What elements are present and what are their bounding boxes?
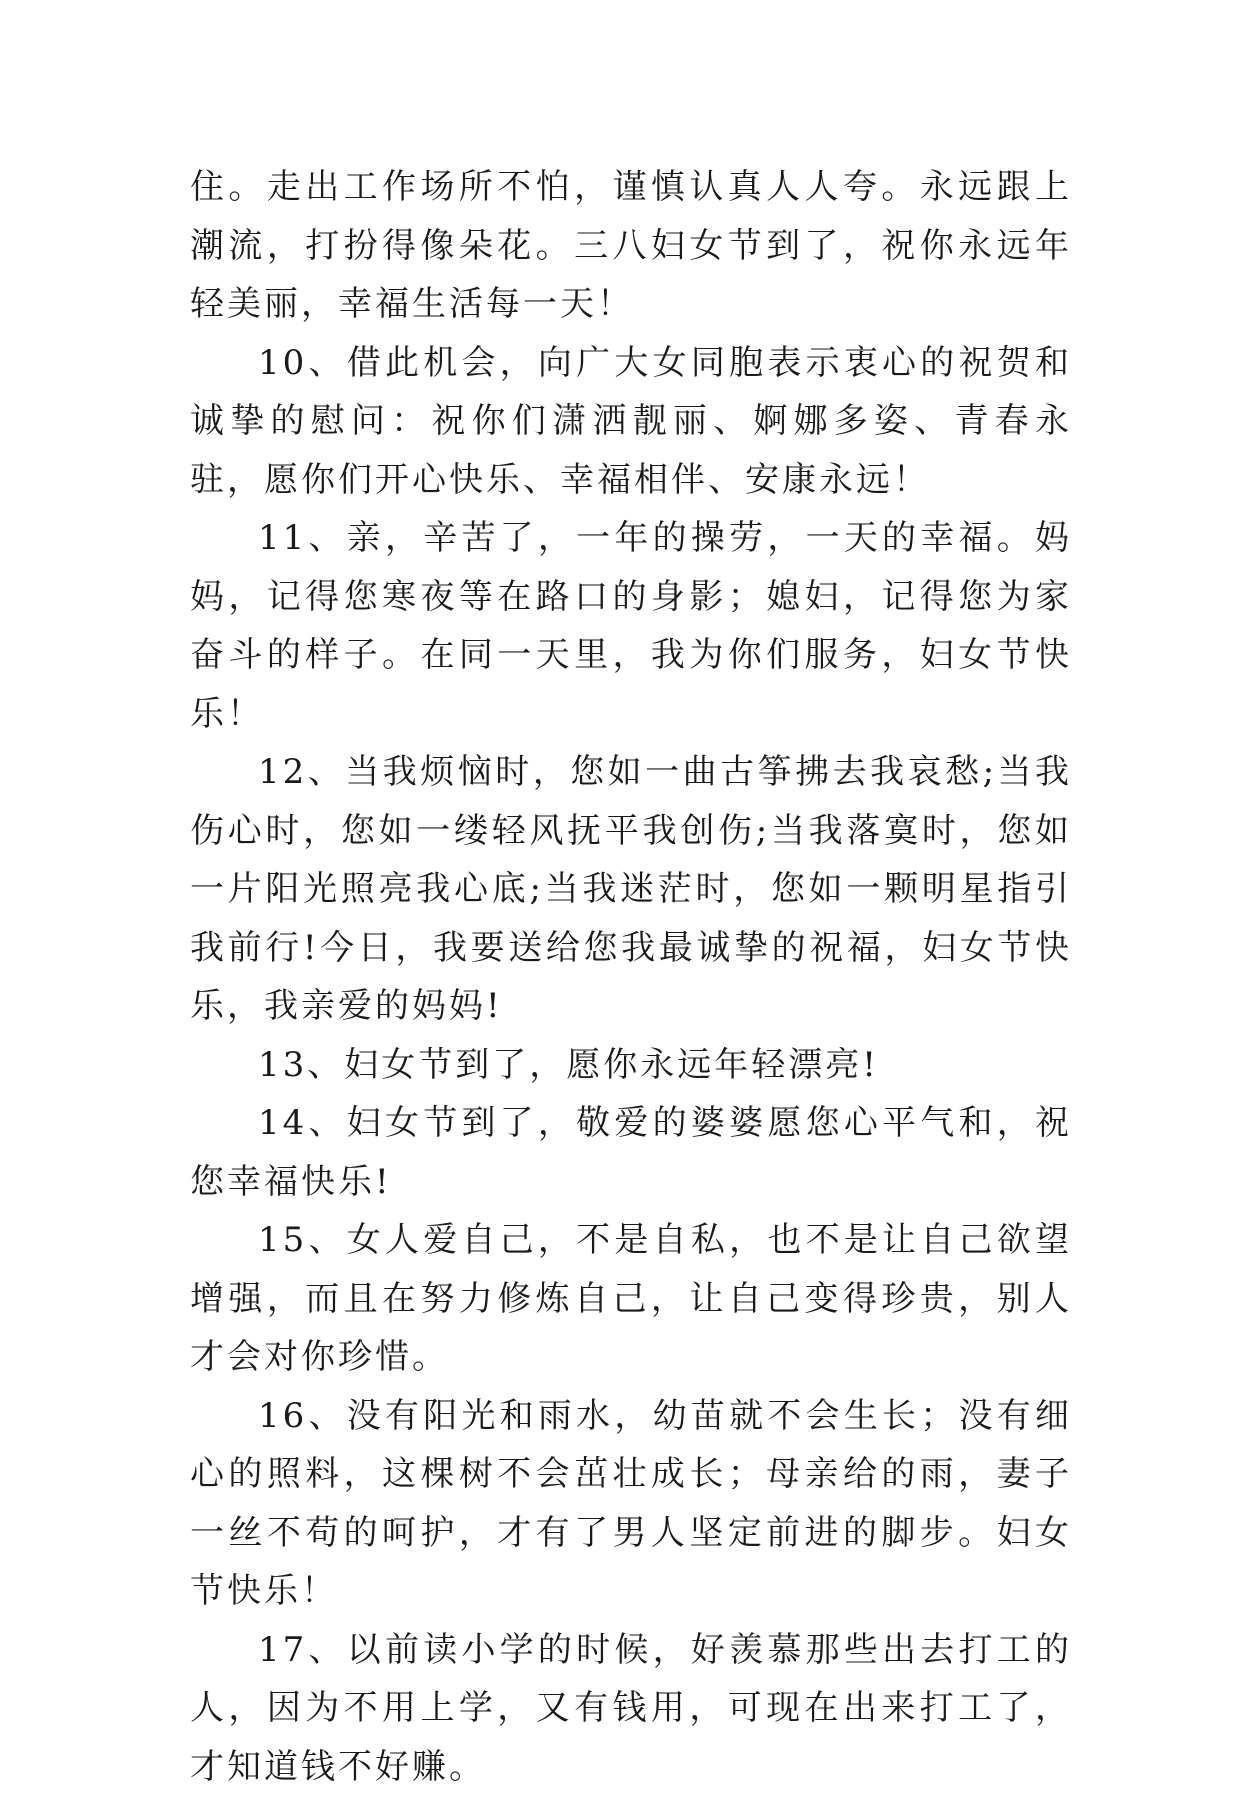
paragraph-item-17: 17、以前读小学的时候，好羡慕那些出去打工的人，因为不用上学，又有钱用，可现在出来打工了，才知道钱不好赚。 bbox=[190, 1621, 1072, 1796]
paragraph-item-12: 12、当我烦恼时，您如一曲古筝拂去我哀愁;当我伤心时，您如一缕轻风抚平我创伤;当我落寞时，您如一片阳光照亮我心底;当我迷茫时，您如一颗明星指引我前行!今日，我要送给您我最诚挚的祝福，妇女节快乐，我亲爱的妈妈! bbox=[190, 743, 1072, 1036]
paragraph-item-11: 11、亲，辛苦了，一年的操劳，一天的幸福。妈妈，记得您寒夜等在路口的身影；媳妇，记得您为家奋斗的样子。在同一天里，我为你们服务，妇女节快乐！ bbox=[190, 509, 1072, 743]
paragraph-item-14: 14、妇女节到了，敬爱的婆婆愿您心平气和，祝您幸福快乐! bbox=[190, 1094, 1072, 1211]
document-page bbox=[190, 158, 1072, 1796]
paragraph-item-13: 13、妇女节到了，愿你永远年轻漂亮! bbox=[190, 1036, 1072, 1095]
paragraph-item-15: 15、女人爱自己，不是自私，也不是让自己欲望增强，而且在努力修炼自己，让自己变得珍贵，别人才会对你珍惜。 bbox=[190, 1211, 1072, 1387]
paragraph-item-10: 10、借此机会，向广大女同胞表示衷心的祝贺和诚挚的慰问：祝你们潇洒靓丽、婀娜多姿、青春永驻，愿你们开心快乐、幸福相伴、安康永远！ bbox=[190, 334, 1072, 510]
paragraph-continuation: 住。走出工作场所不怕，谨慎认真人人夸。永远跟上潮流，打扮得像朵花。三八妇女节到了，祝你永远年轻美丽，幸福生活每一天！ bbox=[190, 158, 1072, 334]
paragraph-item-16: 16、没有阳光和雨水，幼苗就不会生长；没有细心的照料，这棵树不会茁壮成长；母亲给的雨，妻子一丝不苟的呵护，才有了男人坚定前进的脚步。妇女节快乐！ bbox=[190, 1387, 1072, 1621]
